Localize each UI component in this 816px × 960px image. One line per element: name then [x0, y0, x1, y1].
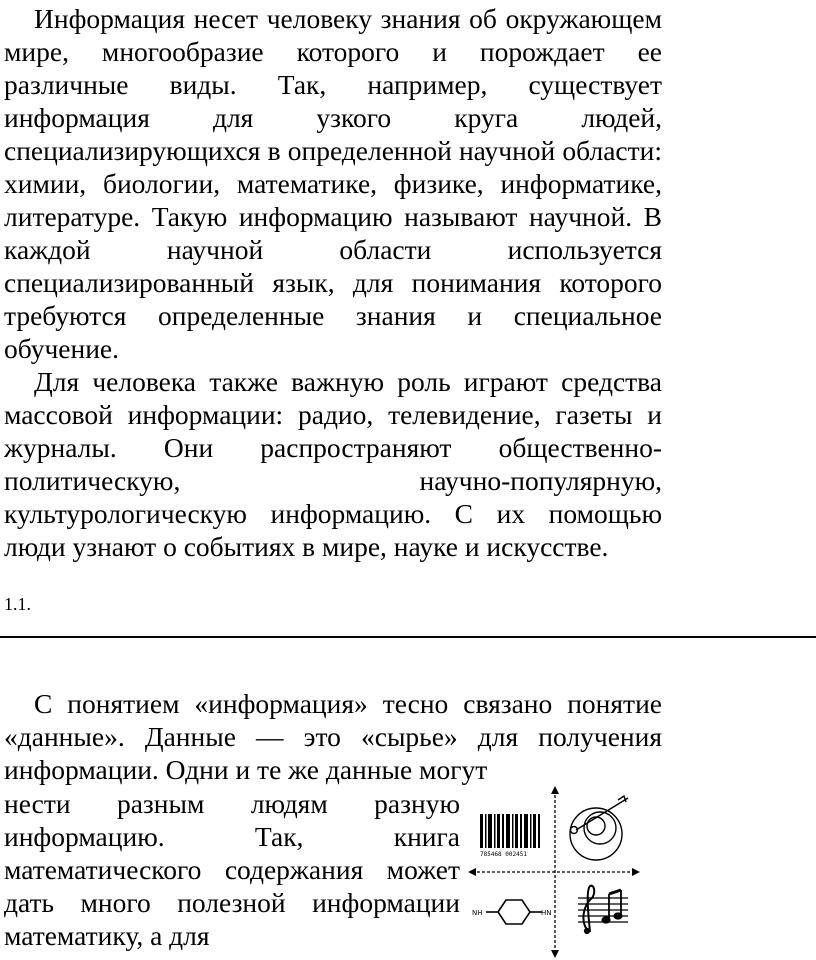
- music-notes-icon: [578, 886, 628, 934]
- section-number: 1.1.: [4, 594, 31, 614]
- paragraph-1: Информация несет человеку знания об окружающем мире, многообразие которого и порождает ее различные виды. Так, например, существует информация для узкого круга людей, специализирующихся в определенной научной области: химии, биологии, математике, физике, информатике, литературе. Такую информацию называют научной. В каждой научной области используется специализированный язык, для понимания которого требуются определенные знания и специальное обучение.: [4, 3, 662, 364]
- barcode-number: 785468 002451: [480, 851, 527, 858]
- chem-left-label: NH: [472, 909, 483, 917]
- text-block-middle: [4, 687, 662, 786]
- barcode-icon: [480, 814, 540, 848]
- paragraph-2: Для человека также важную роль играют средства массовой информации: радио, телевидение, газеты и журналы. Они распространяют общественно-политическую, научно-популярную, культурологическую информацию. С их помощью люди узнают о событиях в мире, науке и искусстве.: [4, 366, 662, 562]
- paragraph-3: С понятием «информация» тесно связано понятие «данные». Данные — это «сырье» для получения информации. Одни и те же данные могут: [4, 688, 662, 785]
- astronomy-icon: [570, 796, 628, 860]
- text-block-top: [4, 2, 662, 563]
- chem-right-label: HN: [541, 909, 552, 917]
- paragraph-4: нести разным людям разную информацию. Так, книга математического содержания может дать много полезной информации математику, а для: [4, 788, 460, 951]
- text-block-narrow: [4, 787, 460, 952]
- chemistry-icon: [486, 900, 542, 924]
- figure-axes-icon: [472, 790, 636, 954]
- data-types-figure: [468, 786, 640, 958]
- divider-line: [0, 636, 816, 638]
